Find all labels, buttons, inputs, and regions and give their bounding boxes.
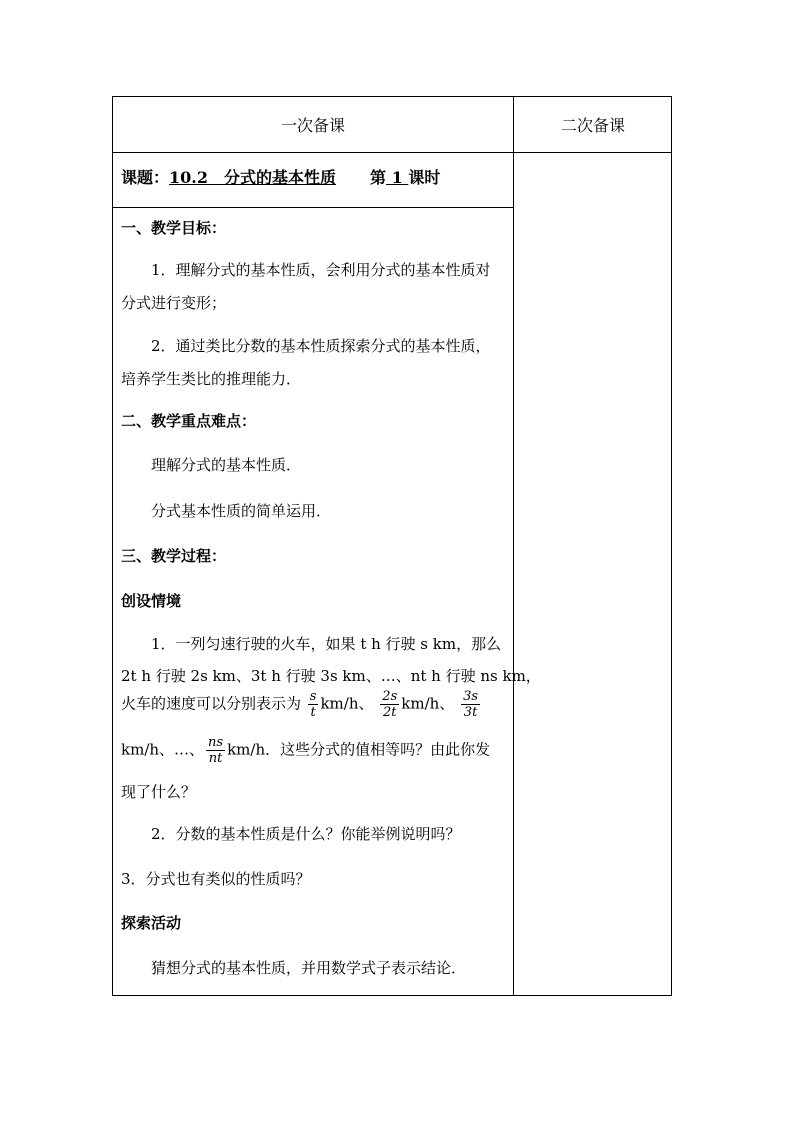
key-heading: 二、教学重点难点： [121,412,257,430]
fraction-ns-over-nt: $\frac{ns}{nt}$ [208,735,224,766]
sep-2: 、 [439,694,455,713]
q1-line3-text: 火车的速度可以分别表示为 [121,694,302,713]
explore-heading: 探索活动 [121,914,182,932]
title-prefix: 课题： [121,168,170,187]
fraction-2s-over-2t: $\frac{2s}{2t}$ [382,689,398,720]
q1-line1: 1．一列匀速行驶的火车，如果 t h 行驶 s km，那么 [151,635,502,653]
fraction-3s-over-3t: $\frac{3s}{3t}$ [463,689,479,720]
goals-heading: 一、教学目标： [121,219,227,237]
q2: 2．分数的基本性质是什么？你能举例说明吗？ [151,825,461,843]
lesson-pre: 第 [370,168,387,187]
q1-line5: 现了什么？ [121,783,197,801]
header-divider [113,152,671,153]
goal2-line2: 培养学生类比的推理能力． [121,370,302,388]
q1-line3 [121,689,482,720]
sep-1: 、 [358,694,374,713]
column-divider [513,97,514,995]
ellipsis: 、…、 [159,740,205,759]
lesson-post: 课时 [408,168,441,187]
header-second-prep: 二次备课 [560,116,625,135]
goal2-line1: 2．通过类比分数的基本性质探索分式的基本性质， [151,337,491,355]
goal1-line1: 1．理解分式的基本性质，会利用分式的基本性质对 [151,261,491,279]
q1-line4 [121,735,490,766]
goal1-line2: 分式进行变形； [121,294,227,312]
lesson-plan-table [112,96,672,996]
header-first-prep: 一次备课 [280,116,345,135]
q3: 3．分式也有类似的性质吗？ [121,870,311,888]
process-heading: 三、教学过程： [121,547,227,565]
scene-heading: 创设情境 [121,592,182,610]
lesson-number: 1 [391,168,403,187]
q1-line2: 2t h 行驶 2s km、3t h 行驶 3s km、…、nt h 行驶 ns km， [121,667,541,685]
unit-2: km/h [401,694,440,713]
unit-3: km/h [121,740,160,759]
difficult-point: 分式基本性质的简单运用． [151,502,332,520]
title-divider [113,207,513,208]
lesson-title [121,165,440,188]
fraction-s-over-t: $\frac{s}{t}$ [309,689,317,720]
explore-text: 猜想分式的基本性质，并用数学式子表示结论． [151,959,467,977]
key-point: 理解分式的基本性质． [151,456,302,474]
title-topic: 10.2 分式的基本性质 [169,168,336,187]
q1-line4-tail: km/h．这些分式的值相等吗？由此你发 [227,740,491,759]
unit-1: km/h [320,694,359,713]
